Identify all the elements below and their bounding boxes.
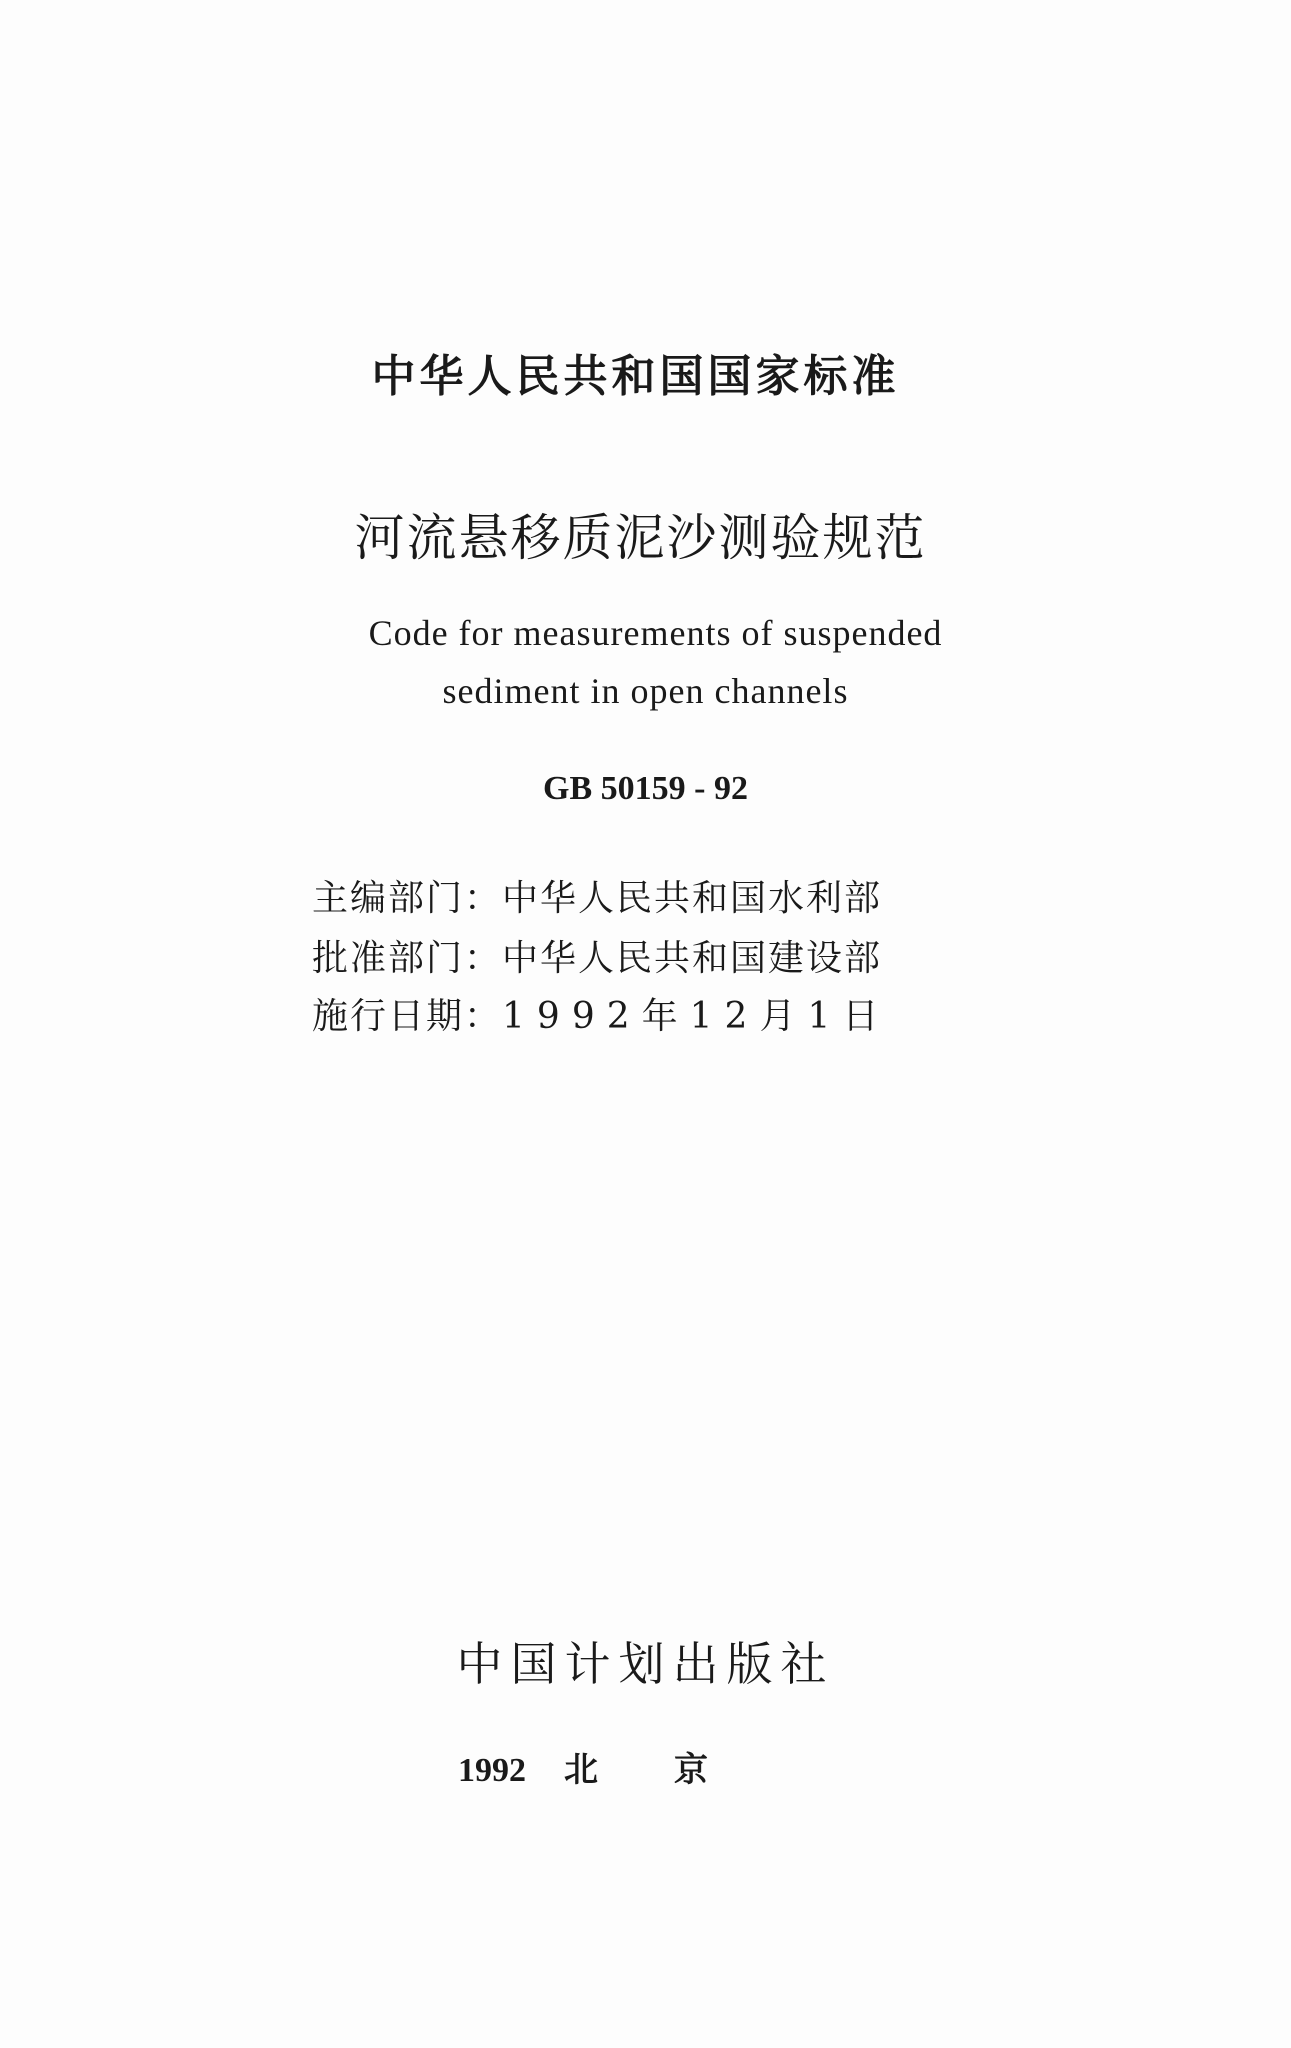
publisher-name: 中国计划出版社 [456,1637,835,1691]
publication-city-part1: 北 [564,1750,598,1790]
editor-department-value: 中华人民共和国水利部 [502,878,883,919]
approver-department-row [312,930,882,981]
effective-date-label: 施行日期： [312,996,503,1037]
document-title-chinese: 河流悬移质泥沙测验规范 [354,509,927,567]
effective-date-value: 1992年12月1日 [502,996,891,1037]
document-title-english-line1: Code for measurements of suspended [368,613,943,653]
standard-type-heading: 中华人民共和国国家标准 [371,351,900,402]
publication-imprint [458,1742,708,1791]
approver-department-value: 中华人民共和国建设部 [502,938,883,979]
editor-department-row [312,870,882,921]
standard-code: GB 50159 - 92 [543,770,748,807]
effective-date-row [312,988,890,1039]
approver-department-label: 批准部门： [312,938,503,979]
editor-department-label: 主编部门： [312,878,503,919]
document-title-english-line2: sediment in open channels [442,671,849,711]
publication-year: 1992 [458,1752,526,1789]
publication-city-part2: 京 [674,1750,708,1790]
